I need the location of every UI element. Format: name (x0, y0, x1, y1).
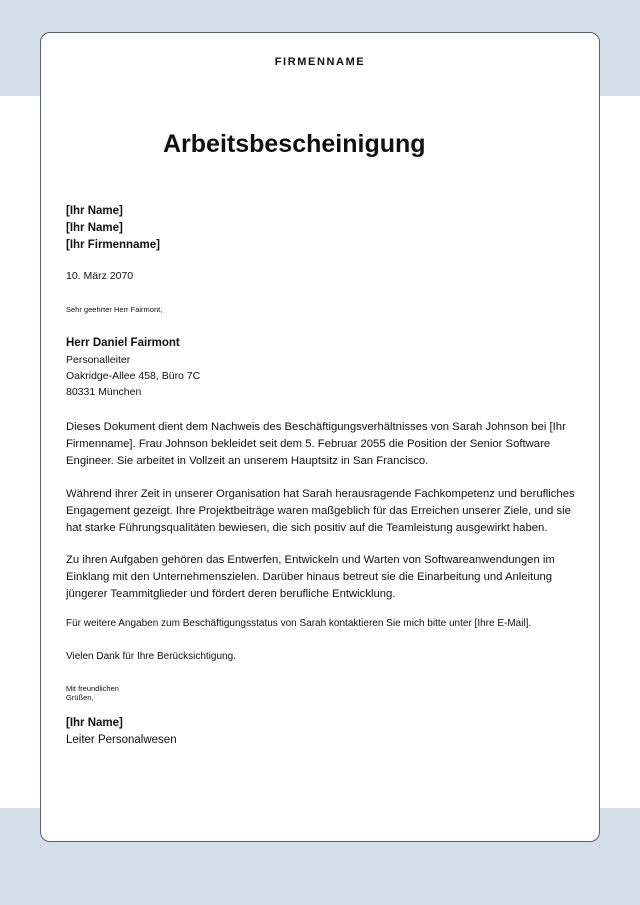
thanks-line: Vielen Dank für Ihre Berücksichtigung. (66, 651, 236, 662)
company-name: FIRMENNAME (274, 56, 366, 68)
body-paragraph: Dieses Dokument dient dem Nachweis des Beschäftigungsverhältnisses von Sarah Johnson bei [Ihr Firmenname]. Frau Johnson bekleidet seit dem 5. Februar 2055 die Position der Senior Software Engineer. Sie arbeitet in Vollzeit an unserem Hauptsitz in San Francisco. (66, 421, 566, 467)
closing-line: Mit freundlichen (66, 684, 119, 693)
sender-line: [Ihr Name] (66, 205, 123, 217)
document-date: 10. März 2070 (66, 270, 134, 282)
closing-block (66, 684, 576, 702)
recipient-position: Personalleiter (66, 354, 131, 366)
recipient-street: Oakridge-Allee 458, Büro 7C (66, 370, 201, 382)
salutation: Sehr geehrter Herr Fairmont, (66, 305, 163, 314)
signature-title: Leiter Personalwesen (66, 734, 177, 746)
recipient-name: Herr Daniel Fairmont (66, 337, 180, 349)
closing-line: Grüßen, (66, 693, 94, 702)
contact-note: Für weitere Angaben zum Beschäftigungsstatus von Sarah kontaktieren Sie mich bitte unter [Ihre E-Mail]. (66, 618, 532, 629)
signature-name: [Ihr Name] (66, 717, 123, 729)
body-paragraph: Zu ihren Aufgaben gehören das Entwerfen, Entwickeln und Warten von Softwareanwendungen im Einklang mit den Unternehmenszielen. Darüber hinaus betreut sie die Einarbeitung und Anleitung jüngerer Teammitglieder und fördert deren berufliche Entwicklung. (66, 554, 555, 600)
recipient-city: 80331 München (66, 386, 142, 398)
document-title: Arbeitsbescheinigung (163, 130, 426, 158)
sender-block (66, 203, 576, 254)
sender-line: [Ihr Firmenname] (66, 239, 160, 251)
sender-line: [Ihr Name] (66, 222, 123, 234)
signature-block (66, 715, 576, 749)
body-paragraph: Während ihrer Zeit in unserer Organisation hat Sarah herausragende Fachkompetenz und berufliches Engagement gezeigt. Ihre Projektbeiträge waren maßgeblich für das Erreichen unserer Ziele, und sie hat starke Führungsqualitäten bewiesen, die sich positiv auf die Teamleistung ausgewirkt haben. (66, 488, 575, 534)
recipient-block (66, 335, 576, 400)
